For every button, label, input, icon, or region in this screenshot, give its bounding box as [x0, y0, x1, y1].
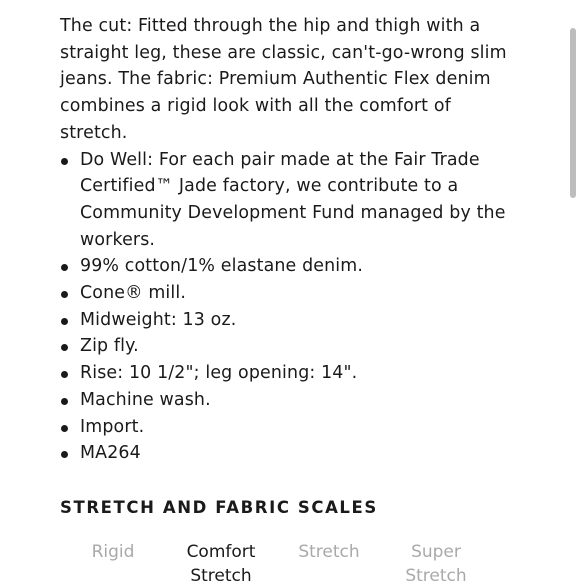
feature-item — [60, 440, 560, 467]
feature-line: Rise: 10 1/2"; leg opening: 14". — [80, 363, 358, 384]
feature-item — [60, 253, 560, 280]
feature-line: 99% cotton/1% elastane denim. — [80, 256, 364, 277]
scale-label: Super Stretch — [405, 542, 467, 586]
scales-heading: STRETCH AND FABRIC SCALES — [60, 498, 378, 517]
description-line: combines a rigid look with all the comfort of — [60, 96, 451, 117]
feature-line: Midweight: 13 oz. — [80, 309, 237, 330]
feature-line: workers. — [80, 229, 156, 250]
feature-item — [60, 147, 560, 254]
feature-line: Cone® mill. — [80, 283, 187, 304]
feature-line: Machine wash. — [80, 389, 211, 410]
feature-line: Do Well: For each pair made at the Fair Trade — [80, 149, 480, 170]
description-line: straight leg, these are classic, can't-go-wrong slim — [60, 42, 507, 63]
feature-line: Zip fly. — [80, 336, 139, 357]
feature-item — [60, 414, 560, 441]
feature-list — [60, 147, 560, 467]
scale-label: Stretch — [298, 542, 360, 562]
feature-item — [60, 387, 560, 414]
product-description — [60, 13, 560, 147]
description-line: jeans. The fabric: Premium Authentic Flex denim — [60, 69, 491, 90]
feature-item — [60, 280, 560, 307]
feature-item — [60, 333, 560, 360]
scrollbar[interactable] — [570, 28, 576, 198]
scale-option-super-stretch[interactable] — [361, 540, 511, 588]
description-line: The cut: Fitted through the hip and thigh with a — [60, 16, 481, 36]
scale-label: Rigid — [91, 542, 135, 562]
feature-line: Certified™ Jade factory, we contribute to a — [80, 176, 459, 197]
feature-item — [60, 360, 560, 387]
feature-line: Import. — [80, 416, 145, 437]
feature-item — [60, 307, 560, 334]
feature-line: MA264 — [80, 443, 141, 464]
description-line: stretch. — [60, 122, 128, 143]
product-details — [60, 13, 560, 467]
scale-label: Comfort Stretch — [186, 542, 256, 586]
feature-line: Community Development Fund managed by the — [80, 202, 506, 223]
